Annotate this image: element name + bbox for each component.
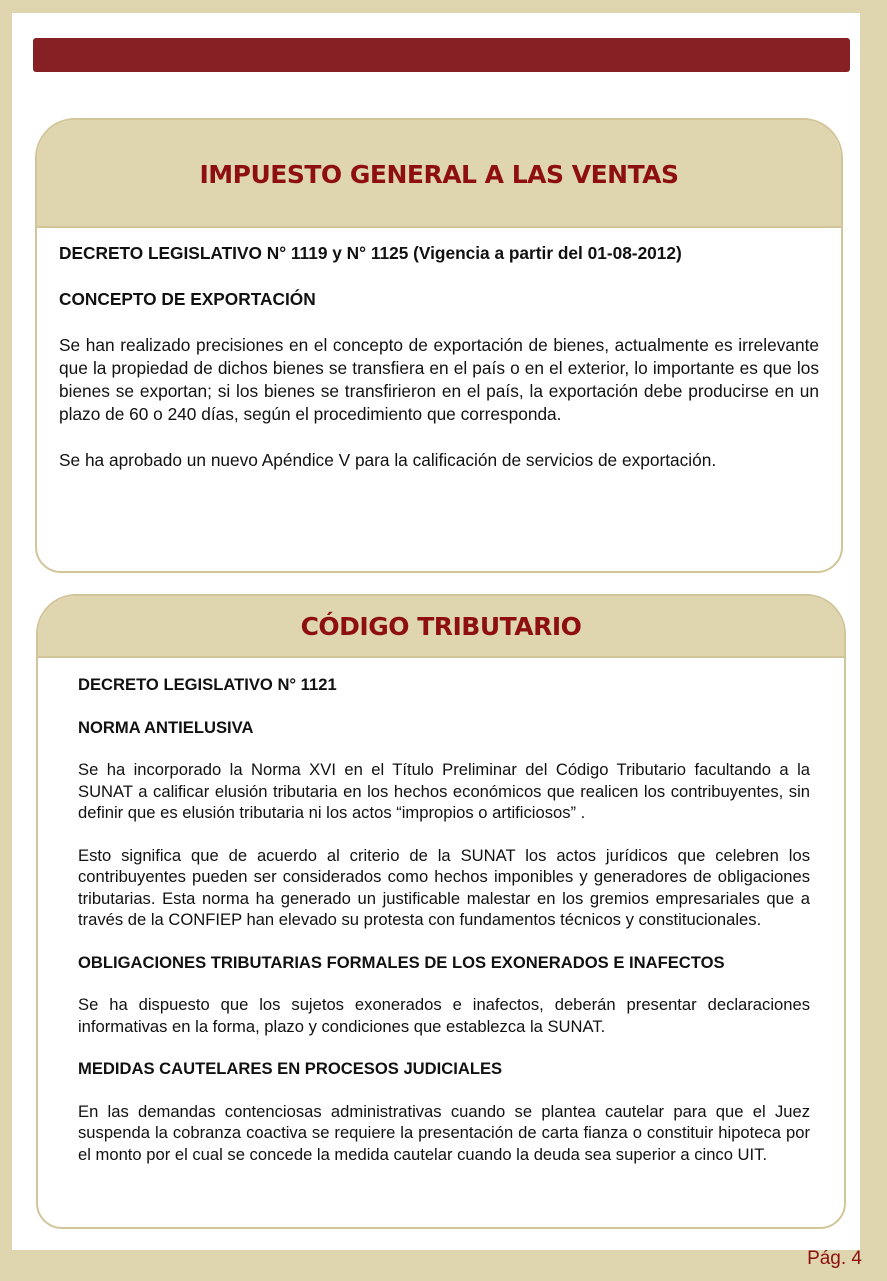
section-title: CÓDIGO TRIBUTARIO bbox=[38, 596, 844, 658]
subheading: MEDIDAS CAUTELARES EN PROCESOS JUDICIALES bbox=[78, 1059, 503, 1078]
section-title: IMPUESTO GENERAL A LAS VENTAS bbox=[37, 120, 841, 228]
paragraph: Se ha dispuesto que los sujetos exonerados e inafectos, deberán presentar declaraciones informativas en la forma, plazo y condiciones que establezca la SUNAT. bbox=[78, 995, 810, 1036]
page-number: Pág. 4 bbox=[807, 1248, 862, 1269]
subheading: OBLIGACIONES TRIBUTARIAS FORMALES DE LOS EXONERADOS E INAFECTOS bbox=[78, 952, 725, 972]
paragraph: Se han realizado precisiones en el concepto de exportación de bienes, actualmente es irrelevante que la propiedad de dichos bienes se transfiera en el país o en el exterior, lo importante es que los bienes se exportan; si los bienes se transfirieron en el país, la exportación debe producirse en un plazo de 60 o 240 días, según el procedimiento que corresponda. bbox=[59, 335, 819, 424]
subheading: CONCEPTO DE EXPORTACIÓN bbox=[59, 289, 316, 309]
header-bar bbox=[33, 38, 850, 72]
paragraph: En las demandas contenciosas administrativas cuando se plantea cautelar para que el Juez suspenda la cobranza coactiva se requiere la presentación de carta fianza o constituir hipoteca por el monto por el cual se concede la medida cautelar cuando la deuda sea superior a cinco UIT. bbox=[78, 1101, 810, 1164]
subheading: NORMA ANTIELUSIVA bbox=[78, 717, 254, 737]
paragraph: Se ha aprobado un nuevo Apéndice V para la calificación de servicios de exportación. bbox=[59, 450, 717, 470]
section-igv bbox=[35, 118, 843, 573]
section-codigo-tributario bbox=[36, 594, 846, 1229]
decree-heading: DECRETO LEGISLATIVO N° 1121 bbox=[78, 675, 337, 694]
paragraph: Esto significa que de acuerdo al criterio de la SUNAT los actos jurídicos que celebren los contribuyentes pueden ser considerados como hechos imponibles y generadores de obligaciones tributarias. Esta norma ha generado un justificable malestar en los gremios empresariales que a través de la CONFIEP han elevado su protesta con fundamentos técnicos y constitucionales. bbox=[78, 845, 810, 929]
decree-heading: DECRETO LEGISLATIVO N° 1119 y N° 1125 (Vigencia a partir del 01-08-2012) bbox=[59, 243, 682, 263]
paragraph: Se ha incorporado la Norma XVI en el Título Preliminar del Código Tributario facultando a la SUNAT a calificar elusión tributaria en los hechos económicos que realicen los contribuyentes, sin definir que es elusión tributaria ni los actos “impropios o artificiosos” . bbox=[78, 760, 810, 822]
